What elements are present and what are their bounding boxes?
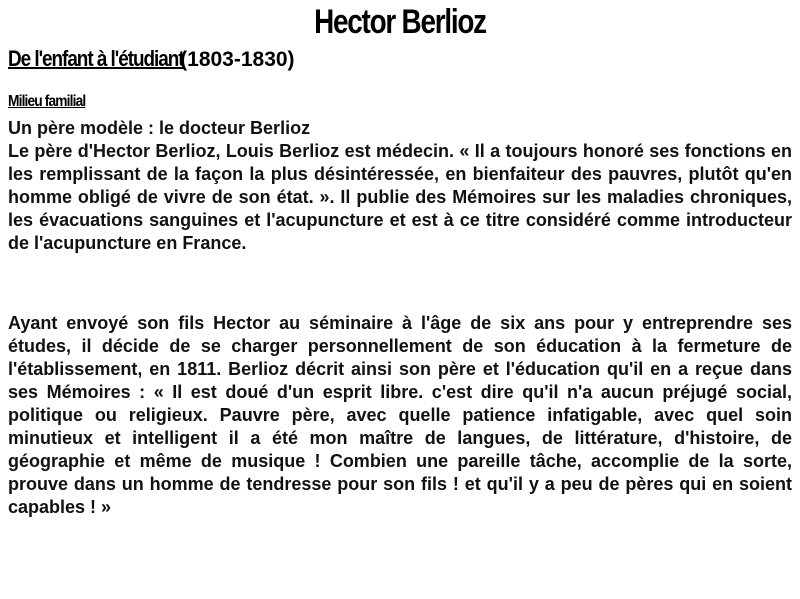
paragraph-1: Le père d'Hector Berlioz, Louis Berlioz est médecin. « Il a toujours honoré ses fonctions en les remplissant de la façon la plus désintéressée, en bienfaiteur des pauvres, plutôt qu'en homme obligé de vivre de son état. ». Il publie des Mémoires sur les maladies chroniques, les évacuations sanguines et l'acupuncture et est à ce titre considéré comme introducteur de l'acupuncture en France.	[8, 141, 792, 253]
section-intro-line: Un père modèle : le docteur Berlioz	[8, 118, 311, 138]
page-title: Hector Berlioz	[314, 3, 486, 41]
section-heading: Milieu familial	[8, 93, 86, 110]
chapter-title: De l'enfant à l'étudiant	[8, 46, 184, 71]
chapter-subtitle	[8, 44, 295, 75]
paragraph-2: Ayant envoyé son fils Hector au séminaire à l'âge de six ans pour y entreprendre ses études, il décide de se charger personnellement de son éducation à la fermeture de l'établissement, en 1811. Berlioz décrit ainsi son père et l'éducation qu'il en a reçue dans ses Mémoires : « Il est doué d'un esprit libre. c'est dire qu'il n'a aucun préjugé social, politique ou religieux. Pauvre père, avec quelle patience infatigable, avec quel soin minutieux et intelligent il a été mon maître de langues, de littérature, d'histoire, de géographie et même de musique ! Combien une pareille tâche, accomplie de la sorte, prouve dans un homme de tendresse pour son fils ! et qu'il y a peu de pères qui en soient capables ! »	[8, 313, 792, 517]
chapter-dates: (1803-1830)	[180, 48, 295, 71]
